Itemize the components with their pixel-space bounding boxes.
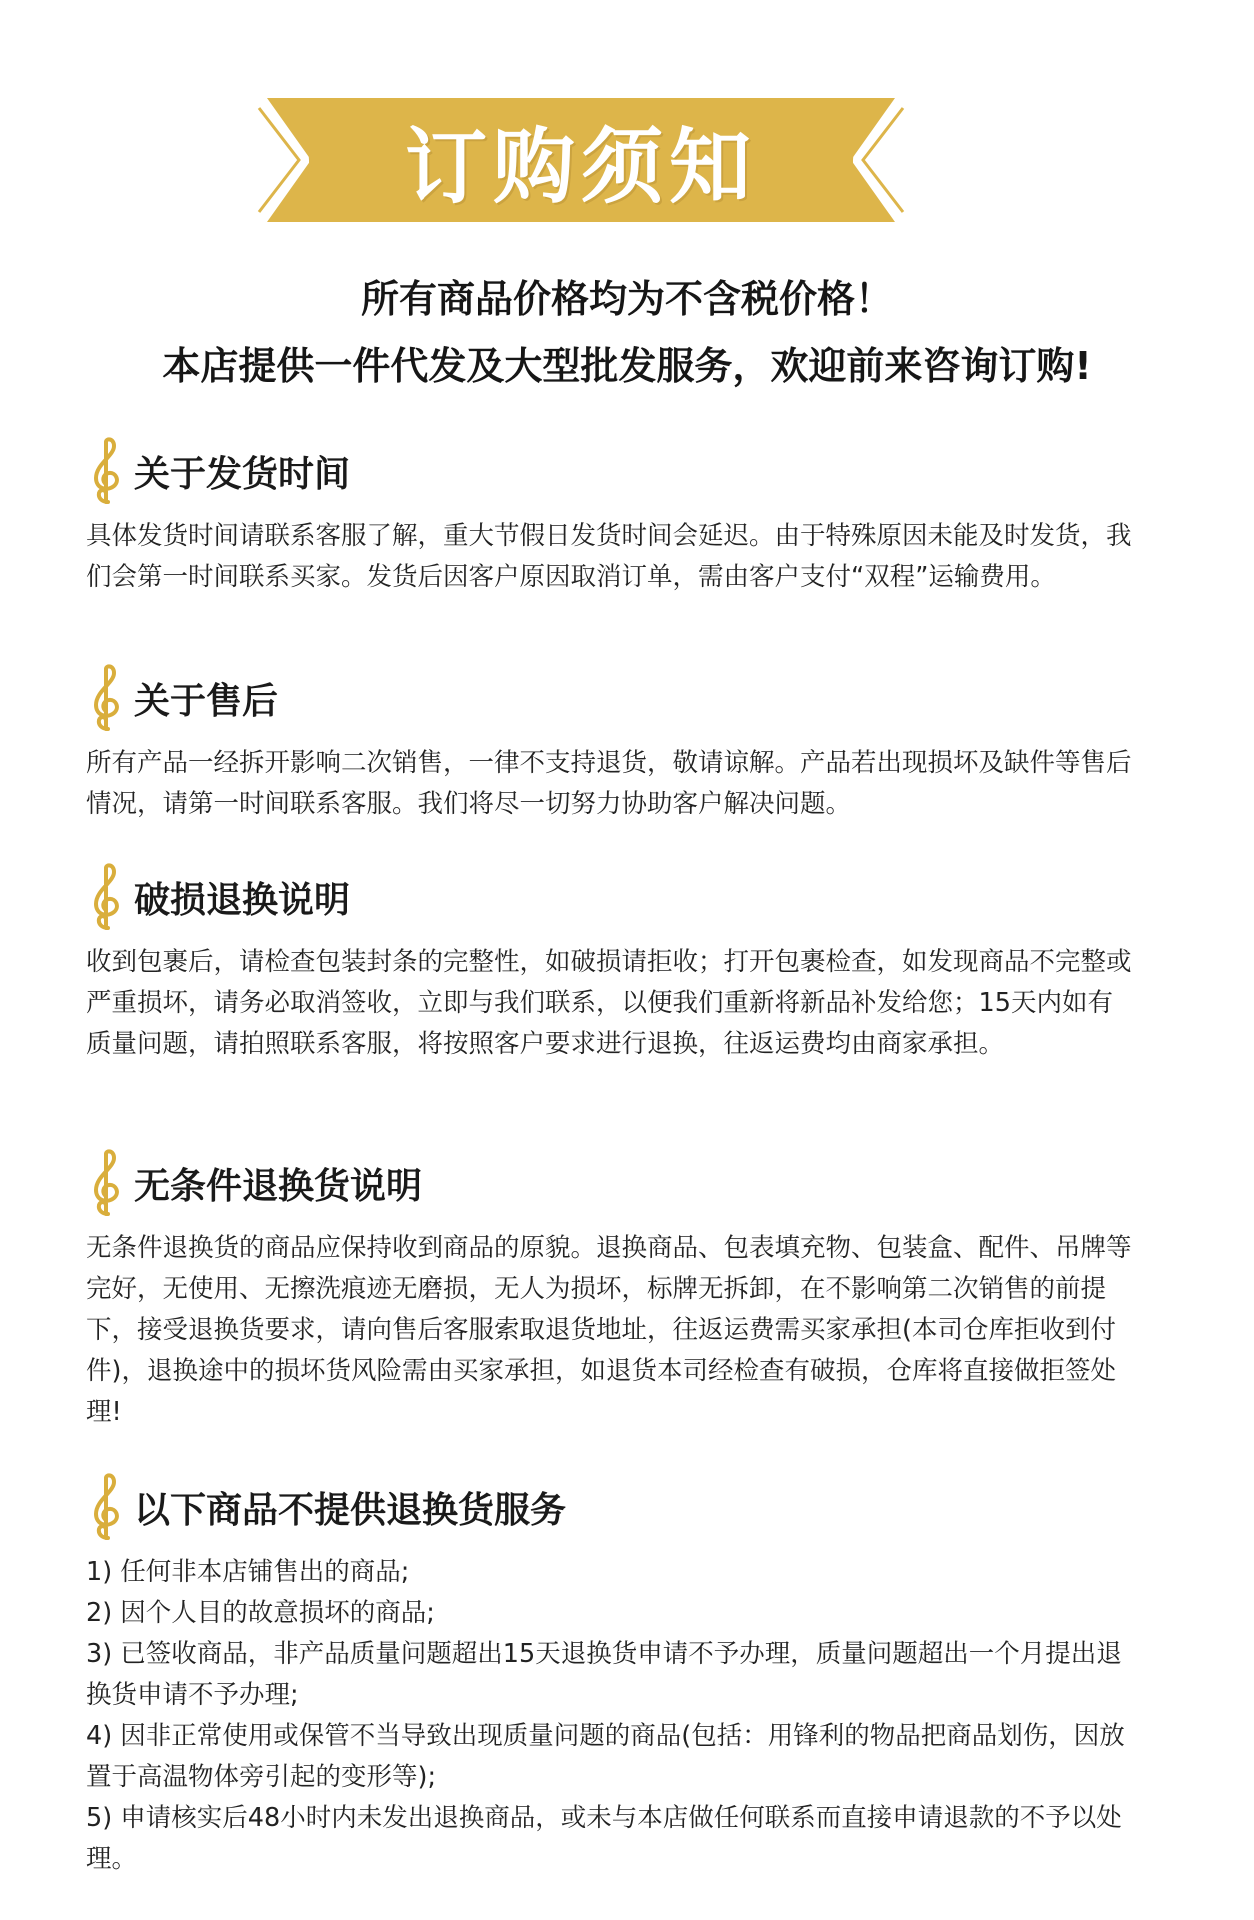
treble-clef-icon <box>84 862 128 932</box>
section-title: 关于售后 <box>134 680 279 722</box>
list-item: 1) 任何非本店铺售出的商品; <box>86 1557 410 1587</box>
list-item: 2) 因个人目的故意损坏的商品; <box>86 1598 435 1628</box>
section-no-return-items <box>84 1472 1134 1880</box>
treble-clef-icon <box>84 1472 128 1542</box>
service-notice: 本店提供一件代发及大型批发服务，欢迎前来咨询订购! <box>162 344 1092 388</box>
treble-clef-icon <box>84 663 128 733</box>
section-body: 无条件退换货的商品应保持收到商品的原貌。退换商品、包表填充物、包装盒、配件、吊牌等完好，无使用、无擦洗痕迹无磨损，无人为损坏，标牌无拆卸，在不影响第二次销售的前提下，接受退换货要求，请向售后客服索取退货地址，往返运费需买家承担(本司仓库拒收到付件)，退换途中的损坏货风险需由买家承担，如退货本司经检查有破损，仓库将直接做拒签处理! <box>86 1233 1132 1427</box>
section-title: 无条件退换货说明 <box>134 1165 423 1207</box>
list-item: 4) 因非正常使用或保管不当导致出现质量问题的商品(包括：用锋利的物品把商品划伤，因放置于高温物体旁引起的变形等); <box>86 1721 1125 1792</box>
section-title: 关于发货时间 <box>134 453 351 495</box>
section-unconditional-return <box>84 1148 1134 1433</box>
section-after-sales <box>84 663 1134 825</box>
banner-title: 订购须知 <box>404 119 757 215</box>
list-item: 3) 已签收商品，非产品质量问题超出15天退换货申请不予办理，质量问题超出一个月提出退换货申请不予办理; <box>86 1639 1122 1710</box>
section-body: 所有产品一经拆开影响二次销售，一律不支持退货，敬请谅解。产品若出现损坏及缺件等售后情况，请第一时间联系客服。我们将尽一切努力协助客户解决问题。 <box>86 748 1132 819</box>
title-banner <box>255 90 907 230</box>
section-title: 破损退换说明 <box>134 879 351 921</box>
section-shipping-time <box>84 436 1134 598</box>
list-item: 5) 申请核实后48小时内未发出退换商品，或未与本店做任何联系而直接申请退款的不予以处理。 <box>86 1803 1122 1874</box>
treble-clef-icon <box>84 1148 128 1218</box>
section-damage-return <box>84 862 1134 1065</box>
treble-clef-icon <box>84 436 128 506</box>
section-title: 以下商品不提供退换货服务 <box>134 1489 567 1531</box>
exclusion-list <box>86 1552 1134 1880</box>
section-body: 收到包裹后，请检查包装封条的完整性，如破损请拒收；打开包裹检查，如发现商品不完整或严重损坏，请务必取消签收，立即与我们联系，以便我们重新将新品补发给您；15天内如有质量问题，请拍照联系客服，将按照客户要求进行退换，往返运费均由商家承担。 <box>86 947 1132 1059</box>
section-body: 具体发货时间请联系客服了解，重大节假日发货时间会延迟。由于特殊原因未能及时发货，我们会第一时间联系买家。发货后因客户原因取消订单，需由客户支付“双程”运输费用。 <box>86 521 1132 592</box>
tax-notice: 所有商品价格均为不含税价格！ <box>360 277 893 321</box>
